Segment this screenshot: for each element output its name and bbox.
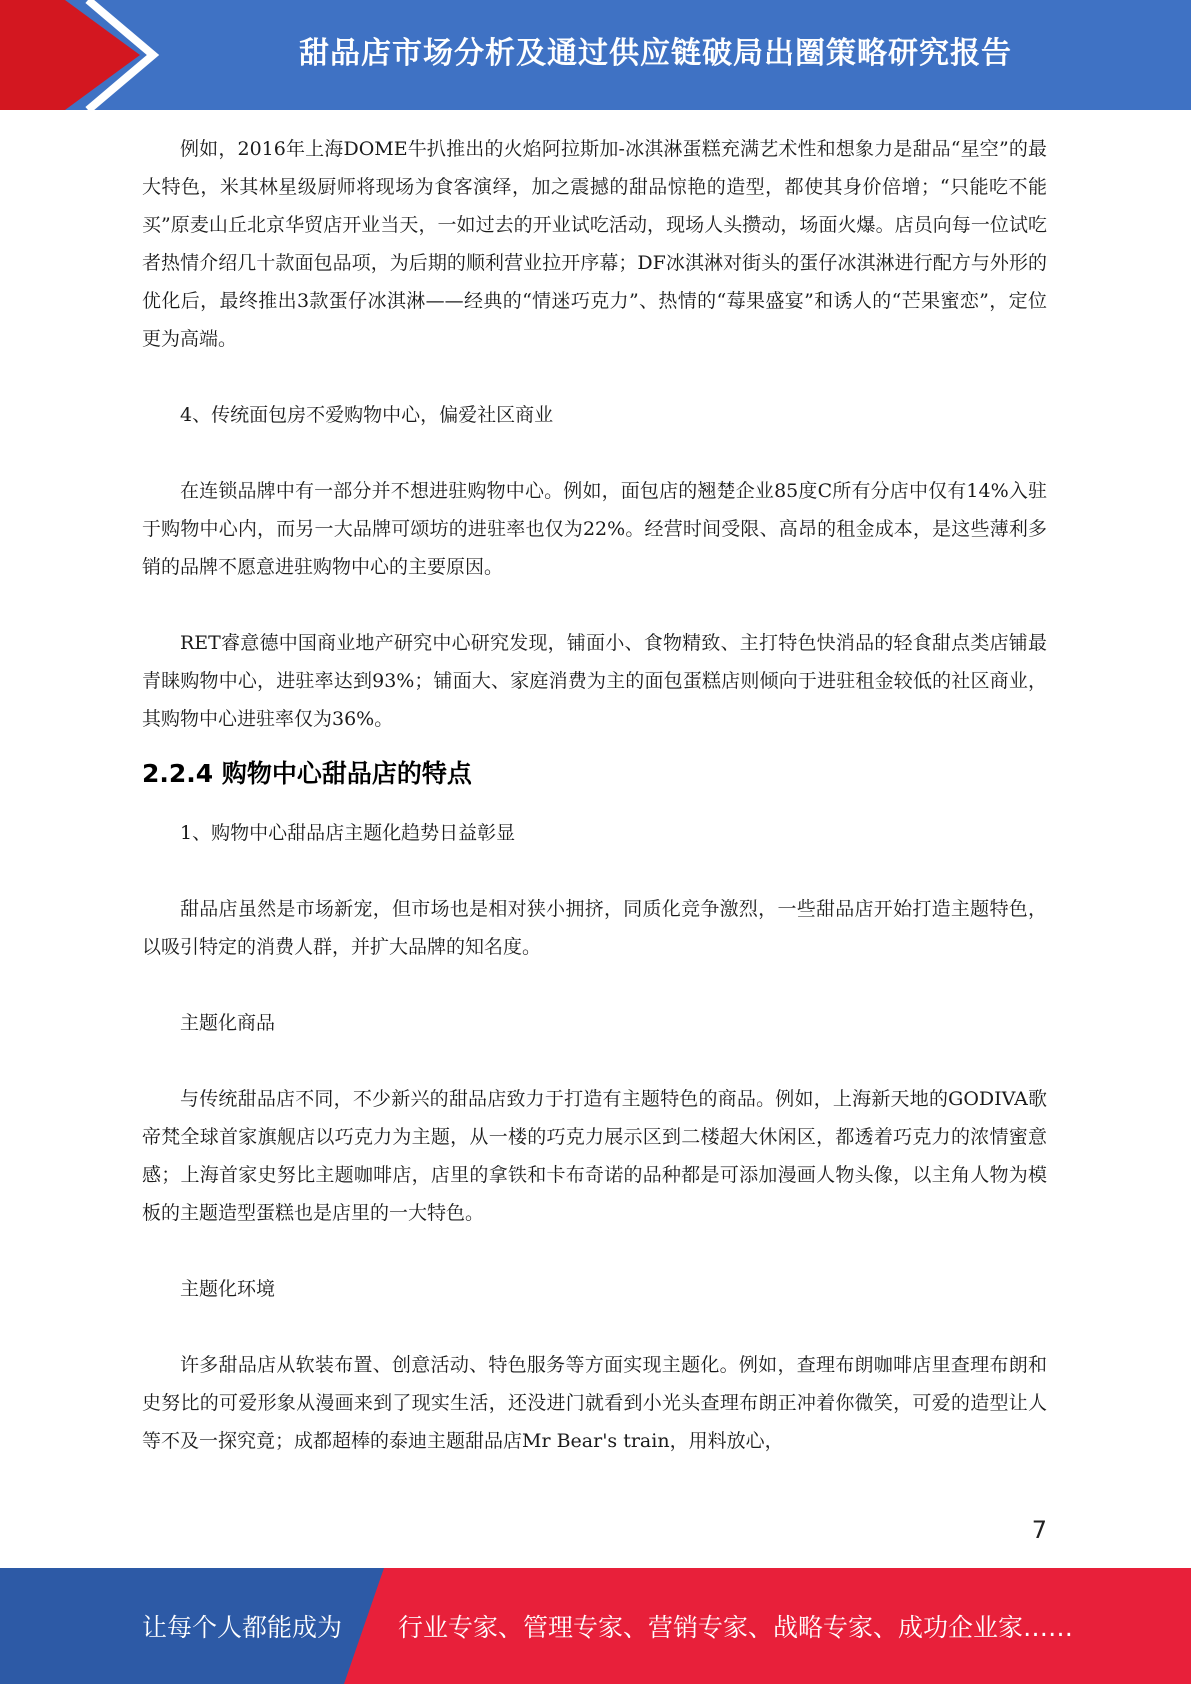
subheading-theme-environment: 主题化环境 — [180, 1278, 276, 1300]
subheading-traditional-bakery: 4、传统面包房不爱购物中心，偏爱社区商业 — [180, 404, 554, 426]
subheading-theme-goods: 主题化商品 — [180, 1012, 276, 1034]
paragraph-ret-research: RET睿意德中国商业地产研究中心研究发现，铺面小、食物精致、主打特色快消品的轻食甜点类店铺最青睐购物中心，进驻率达到93%；铺面大、家庭消费为主的面包蛋糕店则倾向于进驻租金较低的社区商业，其购物中心进驻率仅为36%。 — [142, 632, 1047, 730]
page-header — [0, 0, 1191, 110]
paragraph-theme-environment: 许多甜品店从软装布置、创意活动、特色服务等方面实现主题化。例如，查理布朗咖啡店里查理布朗和史努比的可爱形象从漫画来到了现实生活，还没进门就看到小光头查理布朗正冲着你微笑，可爱的造型让人等不及一探究竟；成都超棒的泰迪主题甜品店Mr Bear's train，用料放心， — [142, 1354, 1047, 1452]
paragraph-chain-brands: 在连锁品牌中有一部分并不想进驻购物中心。例如，面包店的翘楚企业85度C所有分店中仅有14%入驻于购物中心内，而另一大品牌可颂坊的进驻率也仅为22%。经营时间受限、高昂的租金成本，是这些薄利多销的品牌不愿意进驻购物中心的主要原因。 — [142, 480, 1047, 578]
paragraph-theme-goods: 与传统甜品店不同，不少新兴的甜品店致力于打造有主题特色的商品。例如，上海新天地的GODIVA歌帝梵全球首家旗舰店以巧克力为主题，从一楼的巧克力展示区到二楼超大休闲区，都透着巧克力的浓情蜜意感；上海首家史努比主题咖啡店，店里的拿铁和卡布奇诺的品种都是可添加漫画人物头像，以主角人物为模板的主题造型蛋糕也是店里的一大特色。 — [142, 1088, 1047, 1224]
paragraph-dome-example: 例如，2016年上海DOME牛扒推出的火焰阿拉斯加-冰淇淋蛋糕充满艺术性和想象力是甜品“星空”的最大特色，米其林星级厨师将现场为食客演绎，加之震撼的甜品惊艳的造型，都使其身价倍增；“只能吃不能买”原麦山丘北京华贸店开业当天，一如过去的开业试吃活动，现场人头攒动，场面火爆。店员向每一位试吃者热情介绍几十款面包品项，为后期的顺利营业拉开序幕；DF冰淇淋对街头的蛋仔冰淇淋进行配方与外形的优化后，最终推出3款蛋仔冰淇淋——经典的“情迷巧克力”、热情的“莓果盛宴”和诱人的“芒果蜜恋”，定位更为高端。 — [142, 138, 1047, 350]
document-body — [142, 130, 1047, 1460]
report-title: 甜品店市场分析及通过供应链破局出圈策略研究报告 — [299, 36, 1012, 71]
section-heading-2-2-4: 2.2.4 购物中心甜品店的特点 — [142, 759, 472, 788]
paragraph-theme-intro: 甜品店虽然是市场新宠，但市场也是相对狭小拥挤，同质化竞争激烈，一些甜品店开始打造主题特色，以吸引特定的消费人群，并扩大品牌的知名度。 — [142, 898, 1047, 958]
footer-slogan-right: 行业专家、管理专家、营销专家、战略专家、成功企业家…… — [398, 1613, 1074, 1642]
footer-slogan-left: 让每个人都能成为 — [142, 1613, 343, 1642]
page-number: 7 — [1031, 1516, 1047, 1544]
page-footer — [0, 1568, 1191, 1684]
subheading-theme-trend: 1、购物中心甜品店主题化趋势日益彰显 — [180, 822, 516, 844]
